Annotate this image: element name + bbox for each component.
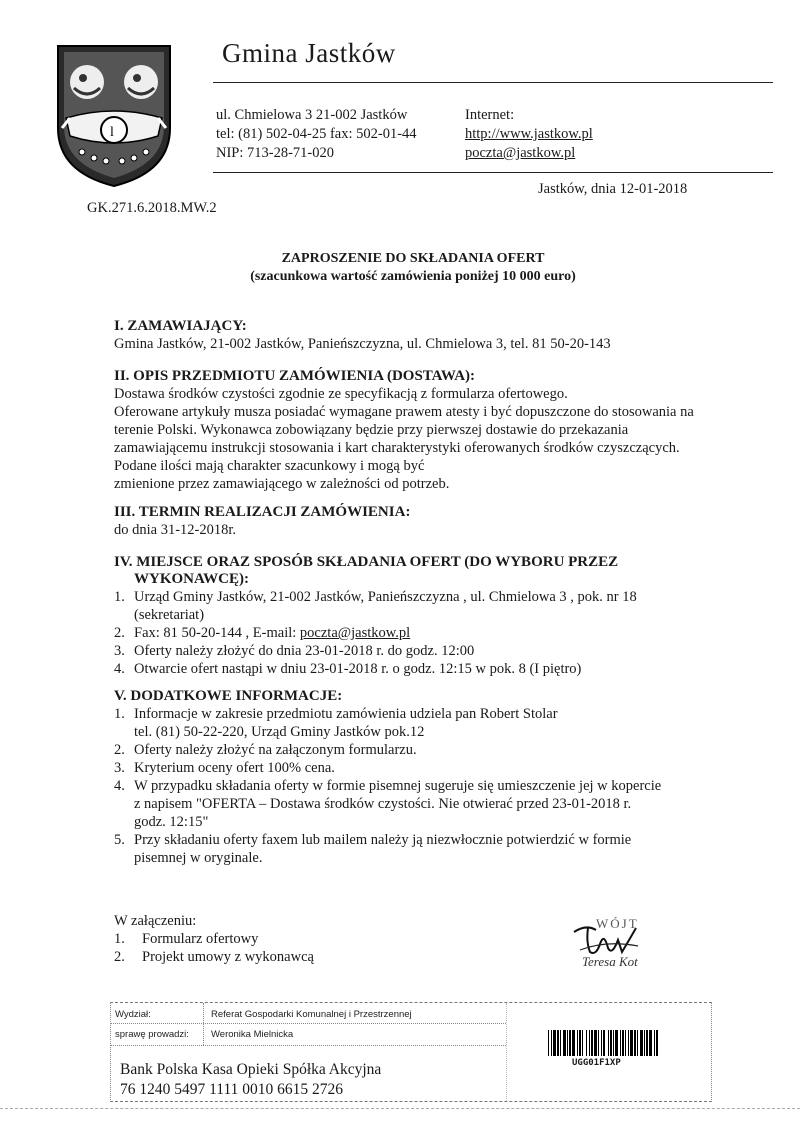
section-2 bbox=[114, 368, 754, 493]
section-heading: II. OPIS PRZEDMIOTU ZAMÓWIENIA (DOSTAWA): bbox=[114, 368, 476, 384]
signature-name: Teresa Kot bbox=[582, 954, 638, 969]
section-line: Oferowane artykuły musza posiadać wymagane prawem atesty i być dopuszczone do stosowania na bbox=[114, 404, 694, 420]
list-item: 1. Informacje w zakresie przedmiotu zamówienia udziela pan Robert Stolar tel. (81) 50-22-220, Urząd Gminy Jastków pok.12 bbox=[114, 706, 558, 740]
header-divider-top bbox=[213, 82, 773, 83]
section-line: Dostawa środków czystości zgodnie ze specyfikacją z formularza ofertowego. bbox=[114, 386, 568, 402]
phone-fax-line: tel: (81) 502-04-25 fax: 502-01-44 bbox=[216, 126, 417, 142]
date-line: Jastków, dnia 12-01-2018 bbox=[538, 181, 688, 197]
section-5 bbox=[114, 688, 754, 867]
section-body: Gmina Jastków, 21-002 Jastków, Panieńszczyzna, ul. Chmielowa 3, tel. 81 50-20-143 bbox=[114, 336, 611, 352]
bank-account: 76 1240 5497 1111 0010 6615 2726 bbox=[120, 1081, 344, 1098]
internet-label: Internet: bbox=[465, 107, 515, 123]
svg-text:l: l bbox=[110, 125, 114, 140]
signature-stamp bbox=[566, 916, 656, 976]
department-value: Referat Gospodarki Komunalnej i Przestrzennej bbox=[211, 1009, 412, 1020]
section-heading: V. DODATKOWE INFORMACJE: bbox=[114, 688, 343, 704]
attachments-label: W załączeniu: bbox=[114, 913, 197, 929]
list-item: 5. Przy składaniu oferty faxem lub mailem należy ją niezwłocznie potwierdzić w formie pisemnej w oryginale. bbox=[114, 832, 632, 866]
section-heading: I. ZAMAWIAJĄCY: bbox=[114, 318, 247, 334]
address-line: ul. Chmielowa 3 21-002 Jastków bbox=[216, 107, 408, 123]
attachments bbox=[114, 912, 314, 966]
list-item: 3. Kryterium oceny ofert 100% cena. bbox=[114, 760, 335, 776]
nip-line: NIP: 713-28-71-020 bbox=[216, 145, 335, 161]
bank-name: Bank Polska Kasa Opieki Spółka Akcyjna bbox=[120, 1061, 382, 1078]
department-label: Wydział: bbox=[115, 1009, 151, 1020]
coat-of-arms-logo bbox=[52, 40, 176, 190]
list-item: 4. Otwarcie ofert nastąpi w dniu 23-01-2018 r. o godz. 12:15 w pok. 8 (I piętro) bbox=[114, 661, 582, 677]
handler-value: Weronika Mielnicka bbox=[211, 1029, 294, 1040]
section-heading-cont: WYKONAWCĘ): bbox=[134, 571, 249, 587]
section-heading: IV. MIEJSCE ORAZ SPOSÓB SKŁADANIA OFERT (DO WYBORU PRZEZ bbox=[114, 554, 619, 570]
address-block bbox=[216, 106, 417, 163]
list-item: 1. Urząd Gminy Jastków, 21-002 Jastków, Panieńszczyzna , ul. Chmielowa 3 , pok. nr 18 (sekretariat) bbox=[114, 589, 637, 623]
contact-block bbox=[465, 106, 593, 163]
section-4 bbox=[114, 554, 754, 678]
barcode-image bbox=[548, 1030, 658, 1056]
signature-title: WÓJT bbox=[596, 916, 639, 931]
section-1 bbox=[114, 318, 734, 353]
section-line: zamawiającemu instrukcji stosowania i kart charakterystyki oferowanych środków czyszczących. bbox=[114, 440, 680, 456]
document-title: ZAPROSZENIE DO SKŁADANIA OFERT bbox=[281, 251, 545, 266]
attachment-item: 1. Formularz ofertowy bbox=[114, 931, 259, 947]
section-line: Podane ilości mają charakter szacunkowy i mogą być bbox=[114, 458, 425, 474]
list-item: 4. W przypadku składania oferty w formie pisemnej sugeruje się umieszczenie jej w kopercie z napisem "OFERTA – Dostawa środków czystości. Nie otwierać przed 23-01-2018 r. godz. 12:15" bbox=[114, 778, 662, 830]
handler-label: sprawę prowadzi: bbox=[115, 1029, 189, 1040]
email-link[interactable]: poczta@jastkow.pl bbox=[465, 145, 576, 161]
list-item: 3. Oferty należy złożyć do dnia 23-01-2018 r. do godz. 12:00 bbox=[114, 643, 475, 659]
header-divider-bottom bbox=[213, 172, 773, 173]
list-item: 2. Fax: 81 50-20-144 , E-mail: poczta@jastkow.pl bbox=[114, 625, 411, 641]
section-body: do dnia 31-12-2018r. bbox=[114, 522, 237, 538]
bank-details bbox=[120, 1060, 381, 1100]
barcode-text: UGG01F1XP bbox=[572, 1058, 621, 1068]
document-subtitle: (szacunkowa wartość zamówienia poniżej 10 000 euro) bbox=[250, 269, 576, 284]
section-line: zmienione przez zamawiającego w zależności od potrzeb. bbox=[114, 476, 450, 492]
section-line: terenie Polski. Wykonawca zobowiązany będzie przy pierwszej dostawie do przekazania bbox=[114, 422, 629, 438]
page-bottom-divider bbox=[0, 1108, 800, 1109]
section-3 bbox=[114, 504, 734, 539]
document-heading bbox=[0, 250, 800, 286]
list-item: 2. Oferty należy złożyć na załączonym formularzu. bbox=[114, 742, 417, 758]
attachment-item: 2. Projekt umowy z wykonawcą bbox=[114, 949, 314, 965]
reference-number: GK.271.6.2018.MW.2 bbox=[87, 200, 217, 216]
email-link[interactable]: poczta@jastkow.pl bbox=[299, 625, 411, 641]
municipality-title: Gmina Jastków bbox=[222, 38, 396, 68]
website-link[interactable]: http://www.jastkow.pl bbox=[465, 126, 593, 142]
section-heading: III. TERMIN REALIZACJI ZAMÓWIENIA: bbox=[114, 504, 411, 520]
